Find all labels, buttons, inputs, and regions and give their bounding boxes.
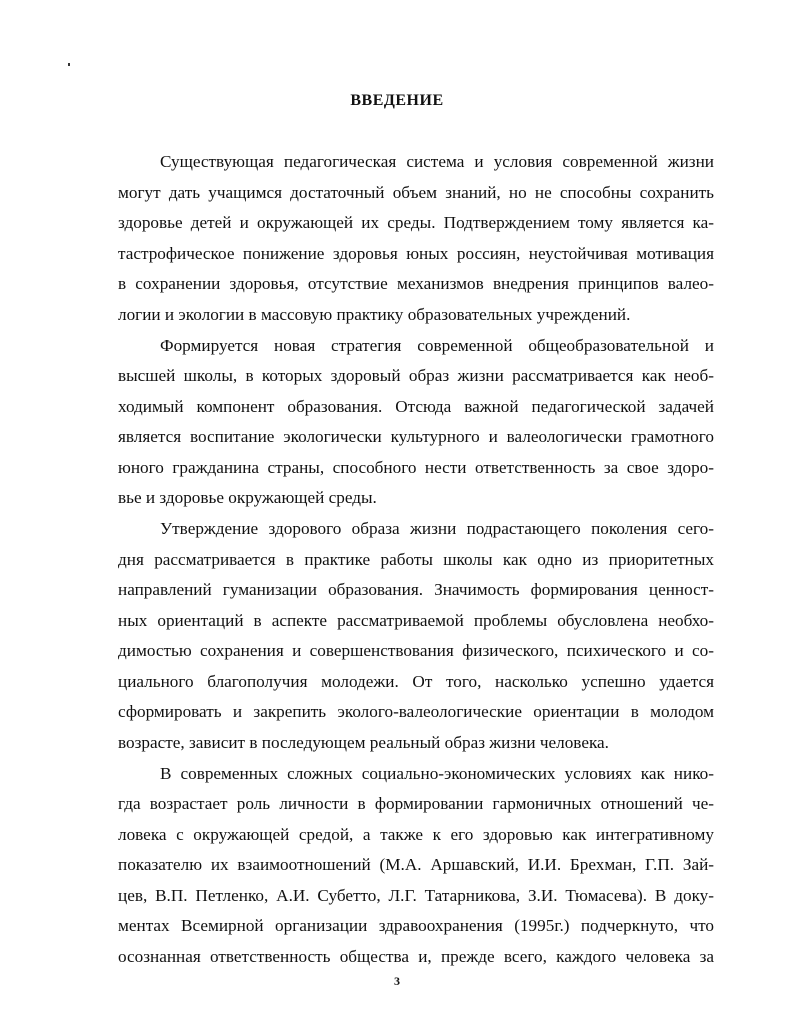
text-line: направлений гуманизации образования. Значимость формирования ценност-: [118, 580, 714, 599]
text-line: циального благополучия молодежи. От того, насколько успешно удается: [118, 672, 714, 691]
text-line: тастрофическое понижение здоровья юных россиян, неустойчивая мотивация: [118, 244, 714, 263]
text-line: возрасте, зависит в последующем реальный образ жизни человека.: [118, 733, 609, 752]
text-line: в сохранении здоровья, отсутствие механизмов внедрения принципов валео-: [118, 274, 714, 293]
page-heading: ВВЕДЕНИЕ: [350, 92, 444, 109]
text-line: димостью сохранения и совершенствования физического, психического и со-: [118, 641, 714, 660]
text-line: Существующая педагогическая система и условия современной жизни: [160, 152, 714, 171]
text-line: сформировать и закрепить эколого-валеологические ориентации в молодом: [118, 702, 714, 721]
text-line: осознанная ответственность общества и, прежде всего, каждого человека за: [118, 947, 714, 966]
text-line: высшей школы, в которых здоровый образ жизни рассматривается как необ-: [118, 366, 714, 385]
text-line: юного гражданина страны, способного нести ответственность за свое здоро-: [118, 458, 714, 477]
text-line: ментах Всемирной организации здравоохранения (1995г.) подчеркнуто, что: [118, 916, 714, 935]
text-line: цев, В.П. Петленко, А.И. Субетто, Л.Г. Татарникова, З.И. Тюмасева). В доку-: [118, 886, 714, 905]
text-line: дня рассматривается в практике работы школы как одно из приоритетных: [118, 550, 714, 569]
page-number: 3: [394, 974, 400, 988]
text-line: логии и экологии в массовую практику образовательных учреждений.: [118, 305, 631, 324]
text-line: Утверждение здорового образа жизни подрастающего поколения сего-: [160, 519, 714, 538]
text-line: здоровье детей и окружающей их среды. Подтверждением тому является ка-: [118, 213, 714, 232]
text-line: Формируется новая стратегия современной общеобразовательной и: [160, 336, 714, 355]
text-line: В современных сложных социально-экономических условиях как нико-: [160, 764, 714, 783]
text-line: могут дать учащимся достаточный объем знаний, но не способны сохранить: [118, 183, 714, 202]
text-line: вье и здоровье окружающей среды.: [118, 488, 377, 507]
text-line: является воспитание экологически культурного и валеологически грамотного: [118, 427, 714, 446]
scan-speck: [68, 63, 70, 66]
text-line: гда возрастает роль личности в формировании гармоничных отношений че-: [118, 794, 714, 813]
text-line: показателю их взаимоотношений (М.А. Аршавский, И.И. Брехман, Г.П. Зай-: [118, 855, 714, 874]
text-line: ных ориентаций в аспекте рассматриваемой проблемы обусловлена необхо-: [118, 611, 714, 630]
text-line: ловека с окружающей средой, а также к его здоровью как интегративному: [118, 825, 714, 844]
text-line: ходимый компонент образования. Отсюда важной педагогической задачей: [118, 397, 714, 416]
